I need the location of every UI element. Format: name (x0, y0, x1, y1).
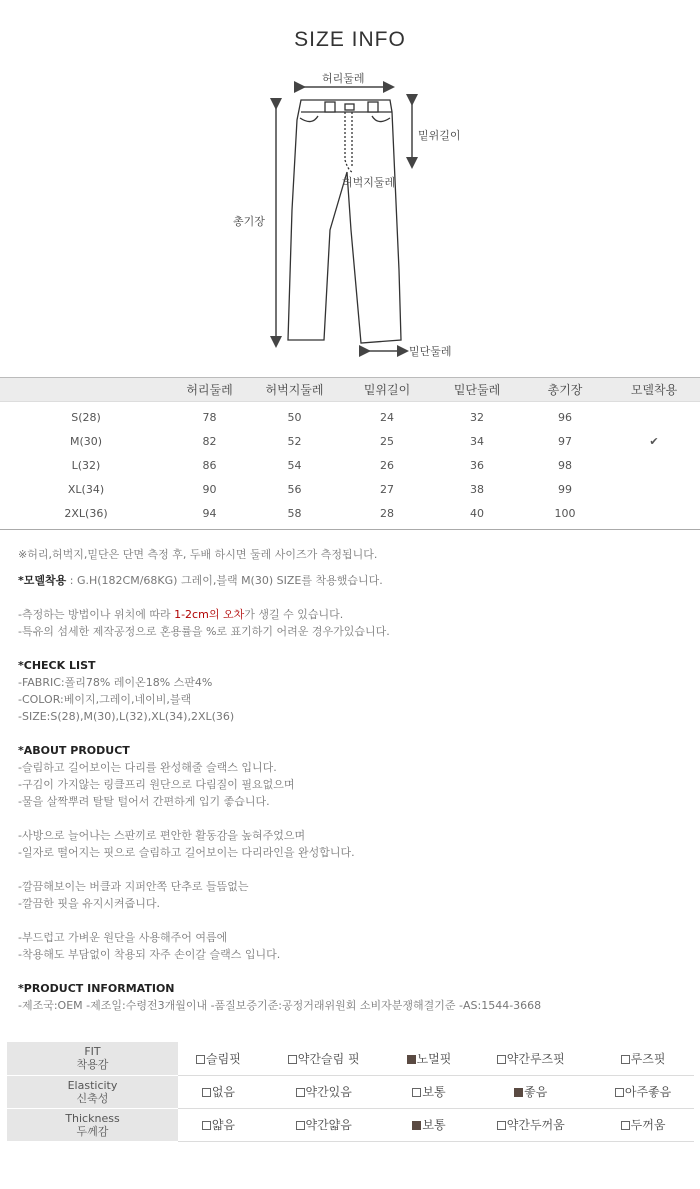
size-cell: XL(34) (67, 483, 105, 496)
about-line: -물을 살짝뿌려 탈탈 털어서 간편하게 입기 좋습니다. (18, 795, 270, 808)
table-row (0, 430, 700, 454)
rise-label: 밑위길이 (418, 129, 461, 142)
table-row (0, 502, 700, 530)
model-text: : G.H(182CM/68KG) 그레이,블랙 M(30) SIZE를 착용했습니다. (66, 574, 383, 587)
value-cell: 96 (558, 411, 572, 425)
value-cell: 26 (380, 459, 394, 472)
about-line: -구김이 가지않는 링클프리 원단으로 다림질이 필요없으며 (18, 778, 295, 791)
product-notes (18, 546, 688, 1014)
check-list-item: -COLOR:베이지,그레이,네이비,블랙 (18, 693, 192, 706)
value-cell: 94 (202, 506, 217, 520)
value-cell: 32 (470, 411, 484, 425)
elasticity-option (178, 1075, 259, 1108)
pants-diagram (0, 60, 700, 370)
about-line: -깔끔한 핏을 유지시켜줍니다. (18, 897, 160, 910)
product-info-line: -제조국:OEM -제조일:수령전3개월이내 -품질보증기준:공정거래위원회 소비자분쟁해결기준 -AS:1544-3668 (18, 999, 542, 1012)
checkbox-icon (196, 1055, 205, 1064)
header-cell: 총기장 (547, 383, 583, 397)
value-cell: 97 (558, 435, 572, 448)
checkbox-icon (514, 1088, 523, 1097)
checkbox-icon (202, 1121, 211, 1130)
model-heading: *모델착용 (18, 574, 67, 587)
option-label: 약간있음 (305, 1085, 352, 1099)
option-label: 약간루즈핏 (506, 1051, 565, 1066)
fit-label (7, 1042, 178, 1075)
model-check-cell (608, 502, 700, 530)
about-line: -슬림하고 길어보이는 다리를 완성해줄 슬랙스 입니다. (18, 761, 277, 774)
option-label: 노멀핏 (416, 1051, 452, 1066)
thickness-option (469, 1108, 592, 1141)
fit-table (7, 1042, 694, 1142)
length-label: 총기장 (233, 215, 265, 228)
checkbox-icon (412, 1121, 421, 1130)
value-cell: 24 (380, 411, 394, 425)
header-cell: 모델착용 (630, 383, 678, 397)
value-cell: 34 (470, 435, 484, 448)
blend-note: -특유의 섬세한 제작공정으로 혼용률을 %로 표기하기 어려운 경우가있습니다. (18, 625, 390, 638)
header-cell: 밑단둘레 (453, 383, 501, 397)
option-label: 보통 (422, 1085, 446, 1099)
option-label: 좋음 (524, 1085, 548, 1099)
thickness-label-en: Thickness (65, 1111, 120, 1125)
fit-label-ko: 착용감 (76, 1058, 109, 1072)
value-cell: 90 (202, 483, 217, 496)
elasticity-row (7, 1075, 694, 1108)
option-label: 두꺼움 (630, 1118, 666, 1132)
error-highlight: 1-2cm의 오차 (174, 608, 245, 621)
checkbox-icon (407, 1055, 416, 1064)
checkbox-icon (412, 1088, 421, 1097)
value-cell: 25 (380, 435, 394, 448)
checkbox-icon (621, 1055, 630, 1064)
option-label: 얇음 (211, 1118, 236, 1132)
value-cell: 28 (380, 506, 394, 520)
waist-label: 허리둘레 (322, 72, 365, 85)
about-line: -사방으로 늘어나는 스판끼로 편안한 활동감을 높혀주었으며 (18, 829, 306, 842)
thickness-option (259, 1108, 389, 1141)
elasticity-option (469, 1075, 592, 1108)
value-cell: 40 (470, 506, 484, 520)
about-line: -부드럽고 가벼운 원단을 사용해주어 여름에 (18, 931, 228, 944)
product-info-heading: *PRODUCT INFORMATION (18, 982, 175, 995)
elasticity-label (7, 1075, 178, 1108)
about-line: -깔끔해보이는 버클과 지퍼안쪽 단추로 들뜸없는 (18, 880, 249, 893)
thickness-row (7, 1108, 694, 1141)
about-line: -착용해도 부담없이 착용되 자주 손이갈 슬랙스 입니다. (18, 948, 281, 961)
error-text-end: 가 생길 수 있습니다. (244, 608, 344, 621)
checkbox-icon (288, 1055, 297, 1064)
checkbox-icon (296, 1121, 305, 1130)
value-cell: 56 (287, 483, 302, 496)
value-cell: 58 (287, 506, 302, 520)
option-label: 슬림핏 (206, 1051, 241, 1066)
checkbox-icon (497, 1121, 506, 1130)
checkmark-icon: ✔ (649, 435, 659, 448)
about-product-heading: *ABOUT PRODUCT (18, 744, 130, 757)
thickness-label-ko: 두께감 (76, 1124, 109, 1138)
fit-option (469, 1042, 592, 1075)
option-label: 약간슬림 핏 (297, 1051, 360, 1066)
page-title: SIZE INFO (294, 28, 406, 51)
checkbox-icon (202, 1088, 211, 1097)
table-row (0, 402, 700, 430)
value-cell: 54 (287, 459, 302, 472)
fit-row (7, 1042, 694, 1075)
table-row (0, 454, 700, 478)
model-check-cell (608, 454, 700, 478)
option-label: 없음 (211, 1085, 236, 1099)
elasticity-option (389, 1075, 470, 1108)
fit-label-en: FIT (84, 1045, 101, 1059)
checkbox-icon (296, 1088, 305, 1097)
fit-option (592, 1042, 694, 1075)
measure-note: ※허리,허벅지,밑단은 단면 측정 후, 두배 하시면 둘레 사이즈가 측정됩니다. (18, 548, 378, 561)
elasticity-label-ko: 신축성 (76, 1091, 109, 1105)
check-list-heading: *CHECK LIST (18, 659, 96, 672)
option-label: 아주좋음 (624, 1085, 672, 1099)
hem-label: 밑단둘레 (409, 345, 452, 358)
fit-option (178, 1042, 259, 1075)
thigh-label: 허벅지둘레 (342, 176, 396, 189)
pants-illustration (0, 60, 700, 370)
checkbox-icon (615, 1088, 624, 1097)
value-cell: 36 (470, 459, 484, 472)
elasticity-label-en: Elasticity (67, 1078, 118, 1092)
table-row (0, 478, 700, 502)
thickness-label (7, 1108, 178, 1141)
value-cell: 98 (558, 459, 572, 472)
option-label: 약간얇음 (305, 1118, 352, 1132)
thickness-option (178, 1108, 259, 1141)
header-cell: 허리둘레 (186, 383, 233, 397)
model-note (18, 572, 688, 589)
elasticity-option (592, 1075, 694, 1108)
thickness-option (592, 1108, 694, 1141)
header-cell (0, 378, 172, 402)
checkbox-icon (621, 1121, 630, 1130)
about-line: -일자로 떨어지는 핏으로 슬림하고 길어보이는 다리라인을 완성합니다. (18, 846, 355, 859)
value-cell: 100 (554, 506, 576, 520)
header-cell: 밑위길이 (363, 383, 411, 397)
model-check-cell (608, 402, 700, 430)
value-cell: 38 (470, 483, 484, 496)
error-note (18, 606, 688, 623)
elasticity-option (259, 1075, 389, 1108)
value-cell: 86 (202, 459, 217, 472)
size-cell: M(30) (69, 435, 103, 448)
size-table-header (0, 378, 700, 402)
model-check-cell (608, 478, 700, 502)
header-cell: 허벅지둘레 (265, 383, 324, 397)
size-cell: S(28) (71, 411, 101, 425)
fit-option (259, 1042, 389, 1075)
value-cell: 52 (287, 435, 302, 448)
size-table (0, 377, 700, 530)
value-cell: 82 (202, 435, 217, 448)
value-cell: 99 (558, 483, 572, 496)
thickness-option (389, 1108, 470, 1141)
option-label: 보통 (422, 1118, 446, 1132)
fit-option (389, 1042, 470, 1075)
option-label: 약간두꺼움 (506, 1118, 565, 1132)
size-cell: 2XL(36) (64, 506, 108, 520)
value-cell: 27 (380, 483, 394, 496)
checkbox-icon (497, 1055, 506, 1064)
error-text: -측정하는 방법이나 위치에 따라 (18, 608, 175, 621)
size-cell: L(32) (71, 459, 101, 472)
value-cell: 78 (202, 411, 217, 425)
check-list-item: -FABRIC:폴리78% 레이온18% 스판4% (18, 676, 213, 689)
value-cell: 50 (287, 411, 302, 425)
option-label: 루즈핏 (630, 1051, 666, 1066)
check-list-item: -SIZE:S(28),M(30),L(32),XL(34),2XL(36) (18, 710, 235, 723)
